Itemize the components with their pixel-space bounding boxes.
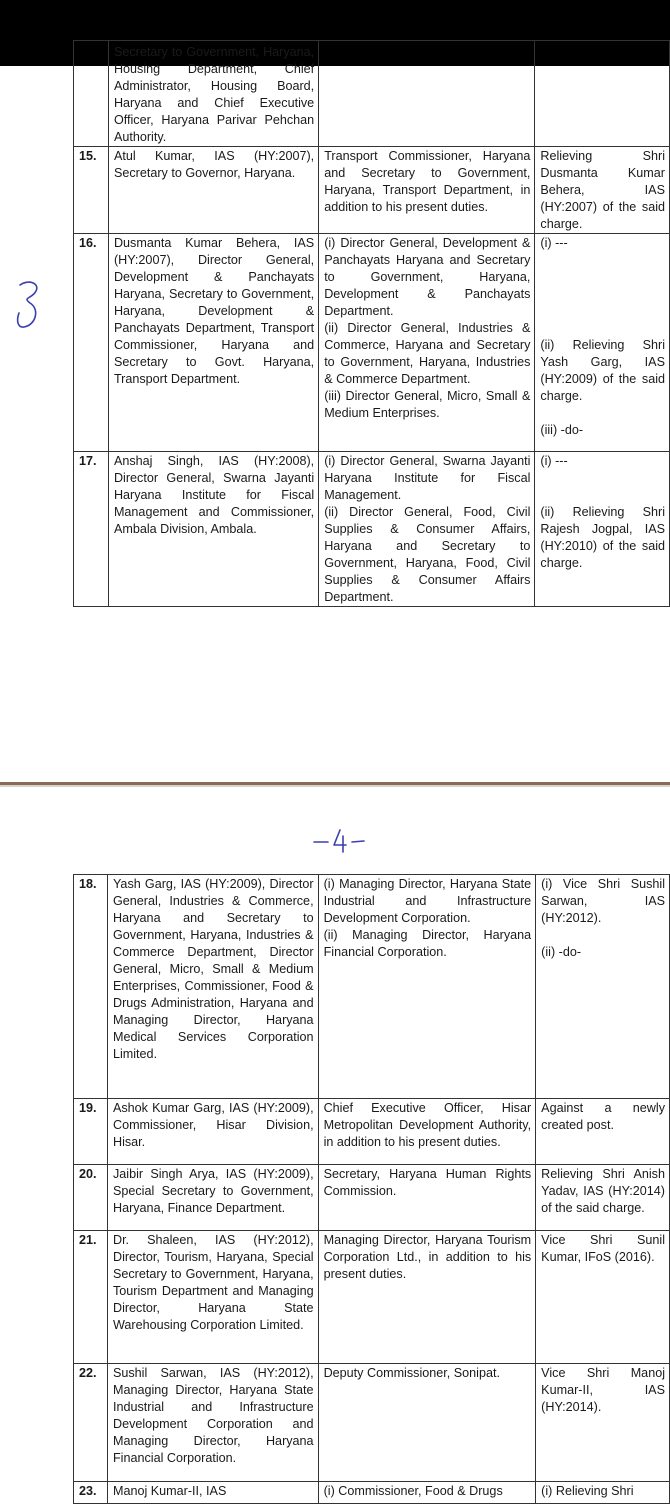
posting-details: Secretary, Haryana Human Rights Commission. [318, 1165, 536, 1231]
serial-number: 20. [74, 1165, 108, 1231]
handwritten-mark [10, 277, 50, 337]
table-row [74, 1165, 670, 1231]
table-row [74, 147, 670, 234]
table-row [74, 452, 670, 607]
officer-continuation: Secretary to Government, Haryana, Housing Department, Chief Administrator, Housing Board, Haryana and Chief Executive Officer, Haryana Parivar Pehchan Authority. [113, 45, 315, 144]
page-number-handwritten [310, 826, 370, 856]
serial-number: 15. [74, 147, 109, 234]
posting-details: (i) Managing Director, Haryana State Industrial and Infrastructure Development Corporation. (ii) Managing Director, Haryana Financial Corporation. [318, 875, 536, 1099]
officer-details: Anshaj Singh, IAS (HY:2008), Director General, Swarna Jayanti Haryana Institute for Fiscal Management and Commissioner, Ambala Division, Ambala. [108, 452, 318, 607]
posting-details: (i) Director General, Development & Panchayats Haryana and Secretary to Government, Haryana, Development & Panchayats Department. (ii) Director General, Industries & Commerce, Haryana and Secretary to Government, Haryana, Industries & Commerce Department. (iii) Director General, Micro, Small & Medium Enterprises. [319, 234, 535, 452]
officer-details: Dr. Shaleen, IAS (HY:2012), Director, Tourism, Haryana, Special Secretary to Government, Haryana, Tourism Department and Managing Director, Haryana State Warehousing Corporation Limited. [107, 1231, 318, 1364]
remarks: (i) Relieving Shri [536, 1482, 670, 1504]
posting-details: Transport Commissioner, Haryana and Secretary to Government, Haryana, Transport Department, in addition to his present duties. [319, 147, 535, 234]
officer-details: Dusmanta Kumar Behera, IAS (HY:2007), Director General, Development & Panchayats Haryana, Secretary to Government, Haryana, Development & Panchayats Department, Transport Commissioner, Haryana and Secretary to Govt. Haryana, Transport Department. [108, 234, 318, 452]
table-row [74, 1099, 670, 1165]
officer-details: Yash Garg, IAS (HY:2009), Director General, Industries & Commerce, Haryana and Secretary to Government, Haryana, Industries & Commerce Department, Director General, Micro, Small & Medium Enterprises, Commissioner, Food & Drugs Administration, Haryana and Managing Director, Haryana Medical Services Corporation Limited. [107, 875, 318, 1099]
serial-number: 16. [74, 234, 109, 452]
table-row [74, 875, 670, 1099]
table-row [74, 234, 670, 452]
serial-number: 23. [74, 1482, 108, 1504]
officer-details: Jaibir Singh Arya, IAS (HY:2009), Special Secretary to Government, Haryana, Finance Department. [107, 1165, 318, 1231]
page-break-shadow [0, 785, 670, 787]
serial-number: 17. [74, 452, 109, 607]
remarks: Against a newly created post. [536, 1099, 670, 1165]
remarks: (i) --- (ii) Relieving Shri Yash Garg, IAS (HY:2009) of the said charge. (iii) -do- [535, 234, 670, 452]
serial-number: 22. [74, 1364, 108, 1482]
posting-details: Chief Executive Officer, Hisar Metropolitan Development Authority, in addition to his present duties. [318, 1099, 536, 1165]
officer-details: Sushil Sarwan, IAS (HY:2012), Managing Director, Haryana State Industrial and Infrastructure Development Corporation and Managing Director, Haryana Financial Corporation. [107, 1364, 318, 1482]
serial-number: 21. [74, 1231, 108, 1364]
remarks: (i) --- (ii) Relieving Shri Rajesh Jogpal, IAS (HY:2010) of the said charge. [535, 452, 670, 607]
table-row [74, 1482, 670, 1504]
orders-table-page-4 [73, 874, 670, 1504]
posting-details: Deputy Commissioner, Sonipat. [318, 1364, 536, 1482]
table-row [74, 1364, 670, 1482]
table-row [74, 1231, 670, 1364]
officer-details: Atul Kumar, IAS (HY:2007), Secretary to Governor, Haryana. [108, 147, 318, 234]
remarks: Relieving Shri Dusmanta Kumar Behera, IAS (HY:2007) of the said charge. [535, 147, 670, 234]
serial-number: 19. [74, 1099, 108, 1165]
posting-details: (i) Director General, Swarna Jayanti Haryana Institute for Fiscal Management. (ii) Director General, Food, Civil Supplies & Consumer Affairs, Haryana and Secretary to Government, Haryana, Food, Civil Supplies & Consumer Affairs Department. [319, 452, 535, 607]
remarks: Vice Shri Sunil Kumar, IFoS (2016). [536, 1231, 670, 1364]
remarks: (i) Vice Shri Sushil Sarwan, IAS (HY:2012). (ii) -do- [536, 875, 670, 1099]
posting-details: (i) Commissioner, Food & Drugs [318, 1482, 536, 1504]
remarks: Vice Shri Manoj Kumar-II, IAS (HY:2014). [536, 1364, 670, 1482]
officer-details: Ashok Kumar Garg, IAS (HY:2009), Commissioner, Hisar Division, Hisar. [107, 1099, 318, 1165]
table-row [74, 41, 670, 147]
officer-details: Manoj Kumar-II, IAS [107, 1482, 318, 1504]
remarks: Relieving Shri Anish Yadav, IAS (HY:2014) of the said charge. [536, 1165, 670, 1231]
orders-table-page-3 [73, 40, 670, 607]
posting-details: Managing Director, Haryana Tourism Corporation Ltd., in addition to his present duties. [318, 1231, 536, 1364]
serial-number: 18. [74, 875, 108, 1099]
